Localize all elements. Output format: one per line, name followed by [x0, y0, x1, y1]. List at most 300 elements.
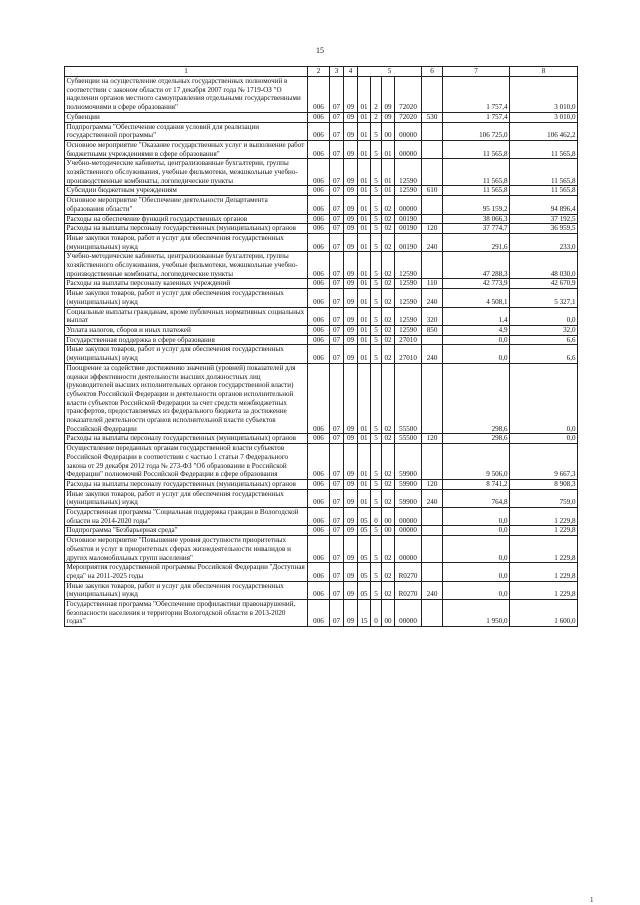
- row-code-subprogram: 5: [371, 186, 382, 196]
- row-code-expense-type: [422, 508, 443, 526]
- row-code-ministry: 006: [308, 489, 330, 507]
- row-code-direction: 12590: [395, 279, 422, 289]
- row-code-subprogram: 5: [371, 289, 382, 307]
- row-amount-year2: 106 462,2: [510, 122, 578, 140]
- row-code-subsection: 09: [344, 279, 358, 289]
- row-code-section: 07: [330, 289, 344, 307]
- row-code-expense-type: [422, 77, 443, 113]
- row-code-program: 05: [358, 508, 371, 526]
- row-code-direction: 12590: [395, 307, 422, 325]
- row-code-subsection: 09: [344, 345, 358, 363]
- row-amount-year1: 291,6: [443, 233, 510, 251]
- row-code-event: 02: [382, 489, 395, 507]
- table-row: [65, 289, 578, 307]
- table-row: [65, 307, 578, 325]
- row-code-section: 07: [330, 252, 344, 279]
- row-code-subprogram: 5: [371, 279, 382, 289]
- budget-table: [64, 66, 578, 627]
- row-code-section: 07: [330, 224, 344, 234]
- row-amount-year1: 106 725,0: [443, 122, 510, 140]
- table-row: [65, 479, 578, 489]
- row-name: Расходы на обеспечение функций государственных органов: [65, 214, 308, 224]
- row-amount-year2: 1 229,8: [510, 536, 578, 563]
- row-code-subprogram: 5: [371, 214, 382, 224]
- row-code-program: 01: [358, 289, 371, 307]
- row-code-subprogram: 5: [371, 363, 382, 434]
- row-code-direction: 55500: [395, 363, 422, 434]
- row-name: Субсидии бюджетным учреждениям: [65, 186, 308, 196]
- row-code-subsection: 09: [344, 224, 358, 234]
- row-code-subprogram: 5: [371, 563, 382, 581]
- row-code-subsection: 09: [344, 600, 358, 627]
- row-code-subsection: 09: [344, 252, 358, 279]
- row-code-expense-type: 240: [422, 581, 443, 599]
- row-code-section: 07: [330, 77, 344, 113]
- row-name: Основное мероприятие "Обеспечение деятельности Департамента образования области": [65, 196, 308, 214]
- row-code-program: 01: [358, 444, 371, 480]
- row-code-section: 07: [330, 214, 344, 224]
- row-code-subprogram: 5: [371, 122, 382, 140]
- row-code-direction: 72020: [395, 77, 422, 113]
- row-amount-year2: 3 010,0: [510, 112, 578, 122]
- row-code-section: 07: [330, 345, 344, 363]
- row-code-ministry: 006: [308, 536, 330, 563]
- row-code-ministry: 006: [308, 159, 330, 186]
- row-code-ministry: 006: [308, 122, 330, 140]
- row-code-expense-type: [422, 563, 443, 581]
- row-amount-year1: 0,0: [443, 508, 510, 526]
- table-row: [65, 508, 578, 526]
- row-code-subprogram: 5: [371, 159, 382, 186]
- table-row: [65, 279, 578, 289]
- row-code-subprogram: 5: [371, 444, 382, 480]
- row-code-direction: 00000: [395, 122, 422, 140]
- row-code-expense-type: [422, 536, 443, 563]
- row-amount-year2: 36 959,5: [510, 224, 578, 234]
- row-code-expense-type: [422, 159, 443, 186]
- row-code-ministry: 006: [308, 307, 330, 325]
- table-row: [65, 122, 578, 140]
- row-code-program: 01: [358, 112, 371, 122]
- row-amount-year2: 1 229,8: [510, 563, 578, 581]
- row-code-subprogram: 5: [371, 581, 382, 599]
- table-row: [65, 335, 578, 345]
- header-col-2: 2: [308, 67, 330, 77]
- row-code-direction: 12590: [395, 186, 422, 196]
- row-code-expense-type: [422, 600, 443, 627]
- row-code-event: 01: [382, 140, 395, 158]
- row-amount-year1: 1,4: [443, 307, 510, 325]
- row-code-expense-type: 610: [422, 186, 443, 196]
- row-code-ministry: 006: [308, 526, 330, 536]
- row-code-program: 01: [358, 335, 371, 345]
- row-code-program: 01: [358, 233, 371, 251]
- table-row: [65, 581, 578, 599]
- row-amount-year1: 11 565,8: [443, 186, 510, 196]
- row-code-direction: R0270: [395, 563, 422, 581]
- row-name: Мероприятия государственной программы Российской Федерации "Доступная среда" на 2011-2025 годы: [65, 563, 308, 581]
- header-col-4: 4: [344, 67, 358, 77]
- row-name: Расходы на выплаты персоналу государственных (муниципальных) органов: [65, 224, 308, 234]
- row-code-expense-type: [422, 252, 443, 279]
- row-amount-year1: 0,0: [443, 526, 510, 536]
- row-code-expense-type: [422, 122, 443, 140]
- row-code-ministry: 006: [308, 112, 330, 122]
- row-code-subprogram: 5: [371, 536, 382, 563]
- row-code-expense-type: [422, 526, 443, 536]
- row-name: Учебно-методические кабинеты, централизованные бухгалтерии, группы хозяйственного обслуживания, учебные фильмотеки, межшкольные учебно-производственные комбинаты, логопедические пункты: [65, 159, 308, 186]
- row-code-event: 02: [382, 289, 395, 307]
- row-code-subsection: 09: [344, 214, 358, 224]
- row-code-subsection: 09: [344, 526, 358, 536]
- row-code-program: 01: [358, 122, 371, 140]
- row-amount-year2: 11 565,8: [510, 140, 578, 158]
- row-name: Расходы на выплаты персоналу государственных (муниципальных) органов: [65, 434, 308, 444]
- row-name: Иные закупки товаров, работ и услуг для обеспечения государственных (муниципальных) нужд: [65, 489, 308, 507]
- row-code-direction: 00190: [395, 233, 422, 251]
- row-code-event: 02: [382, 479, 395, 489]
- row-code-subprogram: 0: [371, 600, 382, 627]
- row-code-section: 07: [330, 489, 344, 507]
- row-name: Осуществление переданных органам государственной власти субъектов Российской Федерации в соответствии с частью 1 статьи 7 Федерального закона от 29 декабря 2012 года № 273-ФЗ "Об образовании в Российской Федерации" полномочий Российской Федерации в сфере образования: [65, 444, 308, 480]
- row-code-program: 01: [358, 307, 371, 325]
- row-name: Государственная программа "Социальная поддержка граждан в Вологодской области на 2014-2020 годы": [65, 508, 308, 526]
- row-name: Иные закупки товаров, работ и услуг для обеспечения государственных (муниципальных) нужд: [65, 289, 308, 307]
- row-name: Иные закупки товаров, работ и услуг для обеспечения государственных (муниципальных) нужд: [65, 233, 308, 251]
- row-code-ministry: 006: [308, 186, 330, 196]
- row-code-direction: 00000: [395, 508, 422, 526]
- row-code-ministry: 006: [308, 335, 330, 345]
- row-code-ministry: 006: [308, 444, 330, 480]
- row-amount-year2: 1 229,8: [510, 508, 578, 526]
- row-code-program: 05: [358, 581, 371, 599]
- row-code-event: 02: [382, 233, 395, 251]
- table-row: [65, 214, 578, 224]
- row-code-subprogram: 5: [371, 325, 382, 335]
- row-code-event: 02: [382, 224, 395, 234]
- row-code-program: 01: [358, 489, 371, 507]
- row-name: Социальные выплаты гражданам, кроме публичных нормативных социальных выплат: [65, 307, 308, 325]
- row-code-direction: 00000: [395, 536, 422, 563]
- header-col-8: 8: [510, 67, 578, 77]
- row-code-section: 07: [330, 526, 344, 536]
- row-name: Поощрение за содействие достижению значений (уровней) показателей для оценки эффективности деятельности высших должностных лиц (руководителей высших исполнительных органов государственной власти) субъектов Российской Федерации и деятельности органов исполнительной власти субъектов Российской Федерации за счет средств межбюджетных трансфертов, предоставляемых из федерального бюджета за достижение показателей деятельности органов исполнительной власти субъектов Российской Федерации: [65, 363, 308, 434]
- row-code-program: 05: [358, 526, 371, 536]
- row-code-section: 07: [330, 600, 344, 627]
- row-code-expense-type: [422, 363, 443, 434]
- row-code-subsection: 09: [344, 186, 358, 196]
- row-amount-year1: 42 773,9: [443, 279, 510, 289]
- row-code-expense-type: 120: [422, 434, 443, 444]
- row-code-ministry: 006: [308, 508, 330, 526]
- row-code-section: 07: [330, 307, 344, 325]
- row-code-direction: 12590: [395, 325, 422, 335]
- row-amount-year2: 37 192,5: [510, 214, 578, 224]
- row-code-direction: 00000: [395, 196, 422, 214]
- row-amount-year1: 0,0: [443, 563, 510, 581]
- header-col-6: 6: [422, 67, 443, 77]
- row-code-program: 05: [358, 536, 371, 563]
- row-code-subsection: 09: [344, 335, 358, 345]
- row-amount-year1: 4,9: [443, 325, 510, 335]
- row-code-subprogram: 5: [371, 345, 382, 363]
- row-code-ministry: 006: [308, 479, 330, 489]
- row-amount-year2: 94 896,4: [510, 196, 578, 214]
- row-name: Иные закупки товаров, работ и услуг для обеспечения государственных (муниципальных) нужд: [65, 581, 308, 599]
- table-row: [65, 252, 578, 279]
- row-code-subsection: 09: [344, 140, 358, 158]
- table-row: [65, 526, 578, 536]
- row-code-subsection: 09: [344, 325, 358, 335]
- row-amount-year2: 0,0: [510, 363, 578, 434]
- row-code-direction: 00000: [395, 140, 422, 158]
- row-name: Учебно-методические кабинеты, централизованные бухгалтерии, группы хозяйственного обслуживания, учебные фильмотеки, межшкольные учебно-производственные комбинаты, логопедические пункты: [65, 252, 308, 279]
- row-code-section: 07: [330, 363, 344, 434]
- row-code-direction: 59900: [395, 489, 422, 507]
- table-body: [65, 77, 578, 627]
- row-code-ministry: 006: [308, 196, 330, 214]
- row-amount-year2: 6,6: [510, 345, 578, 363]
- row-code-expense-type: [422, 335, 443, 345]
- row-code-program: 01: [358, 479, 371, 489]
- row-code-ministry: 006: [308, 434, 330, 444]
- row-amount-year2: 11 565,8: [510, 159, 578, 186]
- row-amount-year1: 11 565,8: [443, 159, 510, 186]
- row-amount-year1: 37 774,7: [443, 224, 510, 234]
- row-amount-year1: 1 757,4: [443, 77, 510, 113]
- row-code-ministry: 006: [308, 233, 330, 251]
- row-code-ministry: 006: [308, 224, 330, 234]
- row-code-direction: 00190: [395, 214, 422, 224]
- row-code-section: 07: [330, 186, 344, 196]
- row-amount-year1: 38 066,3: [443, 214, 510, 224]
- row-code-expense-type: 240: [422, 345, 443, 363]
- row-code-section: 07: [330, 444, 344, 480]
- row-code-program: 01: [358, 224, 371, 234]
- row-code-subprogram: 5: [371, 233, 382, 251]
- row-code-direction: 55500: [395, 434, 422, 444]
- row-code-event: 01: [382, 186, 395, 196]
- table-row: [65, 233, 578, 251]
- table-row: [65, 536, 578, 563]
- row-code-expense-type: 850: [422, 325, 443, 335]
- row-code-event: 02: [382, 563, 395, 581]
- row-amount-year2: 8 908,3: [510, 479, 578, 489]
- row-code-expense-type: [422, 214, 443, 224]
- row-code-subsection: 09: [344, 112, 358, 122]
- table-row: [65, 224, 578, 234]
- row-code-expense-type: 320: [422, 307, 443, 325]
- row-code-subsection: 09: [344, 434, 358, 444]
- row-code-expense-type: [422, 196, 443, 214]
- row-amount-year1: 47 288,3: [443, 252, 510, 279]
- row-code-subsection: 09: [344, 196, 358, 214]
- row-amount-year1: 1 950,0: [443, 600, 510, 627]
- row-code-ministry: 006: [308, 363, 330, 434]
- row-code-subprogram: 2: [371, 112, 382, 122]
- row-code-subsection: 09: [344, 233, 358, 251]
- row-code-expense-type: [422, 444, 443, 480]
- row-code-subprogram: 0: [371, 508, 382, 526]
- row-code-expense-type: 530: [422, 112, 443, 122]
- row-amount-year2: 6,6: [510, 335, 578, 345]
- row-code-section: 07: [330, 536, 344, 563]
- row-code-ministry: 006: [308, 289, 330, 307]
- row-code-expense-type: 240: [422, 233, 443, 251]
- row-code-direction: 00190: [395, 224, 422, 234]
- row-amount-year1: 0,0: [443, 335, 510, 345]
- row-code-program: 01: [358, 252, 371, 279]
- row-name: Основное мероприятие "Оказание государственных услуг и выполнение работ бюджетными учреждениями в сфере образования": [65, 140, 308, 158]
- row-amount-year1: 0,0: [443, 581, 510, 599]
- row-amount-year1: 1 757,4: [443, 112, 510, 122]
- row-amount-year1: 9 506,0: [443, 444, 510, 480]
- row-code-subsection: 09: [344, 159, 358, 186]
- row-code-event: 02: [382, 335, 395, 345]
- row-code-section: 07: [330, 196, 344, 214]
- table-row: [65, 345, 578, 363]
- row-code-event: 02: [382, 434, 395, 444]
- row-name: Государственная программа "Обеспечение профилактики правонарушений, безопасности населения и территории Вологодской области в 2013-2020 годах": [65, 600, 308, 627]
- row-code-direction: 27010: [395, 345, 422, 363]
- row-code-program: 01: [358, 214, 371, 224]
- row-code-direction: 12590: [395, 289, 422, 307]
- table-row: [65, 363, 578, 434]
- row-code-event: 02: [382, 363, 395, 434]
- row-amount-year1: 298,6: [443, 363, 510, 434]
- row-code-direction: 72020: [395, 112, 422, 122]
- row-code-subprogram: 2: [371, 77, 382, 113]
- row-code-event: 09: [382, 112, 395, 122]
- row-code-program: 01: [358, 279, 371, 289]
- row-code-program: 01: [358, 325, 371, 335]
- row-amount-year2: 0,0: [510, 434, 578, 444]
- row-amount-year2: 9 667,3: [510, 444, 578, 480]
- row-name: Субвенции на осуществление отдельных государственных полномочий в соответствии с законом области от 17 декабря 2007 года № 1719-ОЗ "О наделении органов местного самоуправления отдельными государственными полномочиями в сфере образования": [65, 77, 308, 113]
- row-amount-year2: 759,0: [510, 489, 578, 507]
- row-code-event: 02: [382, 444, 395, 480]
- row-amount-year2: 1 600,0: [510, 600, 578, 627]
- table-row: [65, 434, 578, 444]
- row-code-direction: R0270: [395, 581, 422, 599]
- row-code-expense-type: [422, 140, 443, 158]
- row-code-program: 01: [358, 363, 371, 434]
- row-code-subprogram: 5: [371, 479, 382, 489]
- row-code-expense-type: 240: [422, 289, 443, 307]
- row-code-subsection: 09: [344, 581, 358, 599]
- row-code-section: 07: [330, 335, 344, 345]
- row-amount-year1: 764,8: [443, 489, 510, 507]
- row-code-section: 07: [330, 233, 344, 251]
- header-col-5: 5: [358, 67, 422, 77]
- row-amount-year2: 0,0: [510, 307, 578, 325]
- row-code-direction: 00000: [395, 600, 422, 627]
- row-name: Субвенции: [65, 112, 308, 122]
- row-code-subsection: 09: [344, 122, 358, 140]
- row-code-section: 07: [330, 112, 344, 122]
- row-code-event: 02: [382, 214, 395, 224]
- row-code-direction: 59900: [395, 479, 422, 489]
- row-code-program: 05: [358, 563, 371, 581]
- header-col-3: 3: [330, 67, 344, 77]
- row-code-section: 07: [330, 325, 344, 335]
- row-code-event: 00: [382, 122, 395, 140]
- row-code-program: 01: [358, 77, 371, 113]
- row-code-subsection: 09: [344, 508, 358, 526]
- row-code-subprogram: 5: [371, 335, 382, 345]
- row-code-subprogram: 5: [371, 526, 382, 536]
- row-amount-year1: 95 159,2: [443, 196, 510, 214]
- table-row: [65, 140, 578, 158]
- row-name: Основное мероприятие "Повышение уровня доступности приоритетных объектов и услуг в приоритетных сферах жизнедеятельности инвалидов и других маломобильных групп населения": [65, 536, 308, 563]
- row-name: Государственная поддержка в сфере образования: [65, 335, 308, 345]
- row-name: Расходы на выплаты персоналу государственных (муниципальных) органов: [65, 479, 308, 489]
- table-row: [65, 196, 578, 214]
- table-row: [65, 444, 578, 480]
- table-row: [65, 112, 578, 122]
- row-amount-year2: 42 670,9: [510, 279, 578, 289]
- row-code-ministry: 006: [308, 214, 330, 224]
- row-code-program: 01: [358, 196, 371, 214]
- row-amount-year1: 0,0: [443, 345, 510, 363]
- row-code-section: 07: [330, 508, 344, 526]
- row-code-program: 15: [358, 600, 371, 627]
- row-code-subprogram: 5: [371, 252, 382, 279]
- row-code-ministry: 006: [308, 563, 330, 581]
- row-code-event: 09: [382, 77, 395, 113]
- row-code-subsection: 09: [344, 363, 358, 434]
- row-code-subprogram: 5: [371, 434, 382, 444]
- row-amount-year1: 11 565,8: [443, 140, 510, 158]
- row-code-event: 02: [382, 581, 395, 599]
- row-code-subprogram: 5: [371, 224, 382, 234]
- row-code-section: 07: [330, 434, 344, 444]
- row-code-event: 00: [382, 600, 395, 627]
- row-code-event: 02: [382, 536, 395, 563]
- row-code-subprogram: 5: [371, 140, 382, 158]
- page-number: 15: [316, 46, 324, 55]
- table-row: [65, 77, 578, 113]
- row-amount-year2: 1 229,8: [510, 581, 578, 599]
- row-amount-year2: 5 327,1: [510, 289, 578, 307]
- row-code-event: 02: [382, 252, 395, 279]
- row-code-section: 07: [330, 159, 344, 186]
- row-code-subsection: 09: [344, 77, 358, 113]
- row-code-ministry: 006: [308, 140, 330, 158]
- row-amount-year1: 0,0: [443, 536, 510, 563]
- row-amount-year1: 4 508,1: [443, 289, 510, 307]
- table-row: [65, 186, 578, 196]
- row-code-program: 01: [358, 159, 371, 186]
- row-code-subsection: 09: [344, 479, 358, 489]
- row-amount-year2: 233,0: [510, 233, 578, 251]
- row-code-expense-type: 240: [422, 489, 443, 507]
- row-amount-year1: 8 741,2: [443, 479, 510, 489]
- row-code-section: 07: [330, 279, 344, 289]
- row-code-subprogram: 5: [371, 307, 382, 325]
- row-name: Уплата налогов, сборов и иных платежей: [65, 325, 308, 335]
- header-col-1: 1: [65, 67, 308, 77]
- row-code-subsection: 09: [344, 563, 358, 581]
- row-code-direction: 00000: [395, 526, 422, 536]
- row-code-section: 07: [330, 479, 344, 489]
- header-col-7: 7: [443, 67, 510, 77]
- row-code-ministry: 006: [308, 345, 330, 363]
- footer-mark: 1: [590, 896, 594, 904]
- row-amount-year2: 11 565,8: [510, 186, 578, 196]
- row-code-subsection: 09: [344, 289, 358, 307]
- row-code-ministry: 006: [308, 325, 330, 335]
